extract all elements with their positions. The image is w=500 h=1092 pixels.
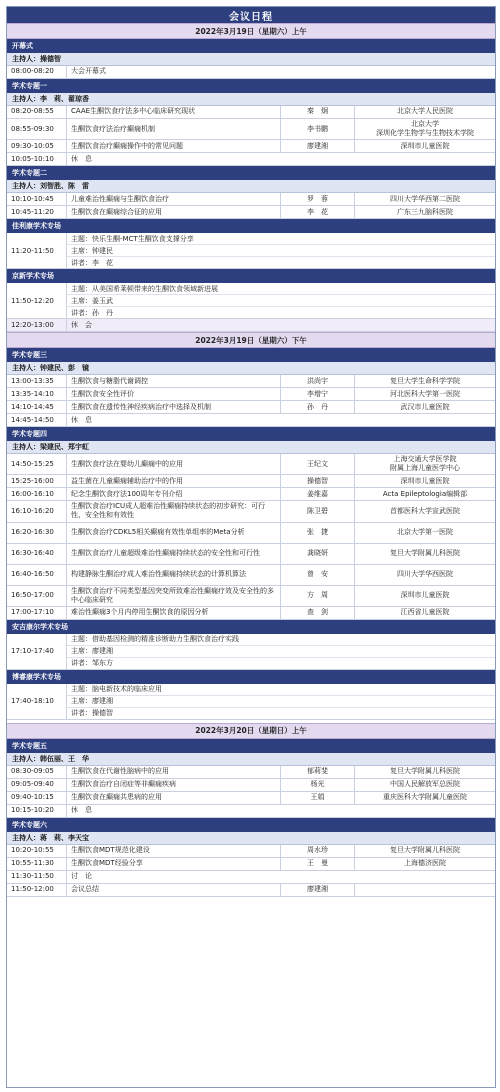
schedule-row	[7, 475, 495, 488]
time-cell: 13:00-13:35	[7, 375, 67, 387]
session-host: 主持人：韩伍丽、王 华	[7, 753, 495, 766]
affiliation-cell: 复旦大学生命科学学院	[390, 376, 460, 385]
schedule-row	[7, 193, 495, 206]
sponsored-block	[7, 233, 495, 269]
time-cell: 14:45-14:50	[7, 414, 67, 426]
schedule-row	[7, 766, 495, 779]
time-cell: 10:05-10:10	[7, 153, 67, 165]
speaker-cell: 操德智	[281, 475, 355, 487]
time-cell: 10:15-10:20	[7, 805, 67, 817]
affiliation-cell: 四川大学华西第二医院	[390, 194, 460, 203]
topic-cell: 生酮饮食安全性评价	[67, 388, 281, 400]
sponsored-block	[7, 684, 495, 720]
time-cell: 11:50-12:20	[7, 283, 67, 318]
affiliation-cell: 北京大学 深圳化学生物学与生物技术学院	[376, 120, 474, 138]
affiliation-cell: 首都医科大学宣武医院	[390, 506, 460, 515]
schedule-row	[7, 544, 495, 565]
section-title: 京新学术专场	[7, 269, 495, 283]
topic-cell: 纪念生酮饮食疗法100周年专刊介绍	[67, 488, 281, 500]
speaker-cell: 张 捷	[281, 523, 355, 543]
schedule-row	[7, 106, 495, 119]
sponsored-line: 讲者：孙 丹	[71, 308, 113, 317]
schedule-row	[7, 119, 495, 140]
speaker-cell: 周水珍	[281, 845, 355, 857]
affiliation-cell: 江西省儿童医院	[400, 608, 450, 617]
topic-cell: 生酮饮食治疗自闭症等非癫痫疾病	[67, 779, 281, 791]
session-host: 主持人：蒋 莉、李天宝	[7, 832, 495, 845]
time-cell: 13:35-14:10	[7, 388, 67, 400]
time-cell: 16:20-16:30	[7, 523, 67, 543]
day-header: 2022年3月20日（星期日）上午	[7, 723, 495, 739]
schedule-row	[7, 607, 495, 620]
topic-cell: CAAE生酮饮食疗法多中心临床研究现状	[67, 106, 281, 118]
time-cell: 14:10-14:45	[7, 401, 67, 413]
speaker-cell: 杨光	[281, 779, 355, 791]
sponsored-line: 讲者：操德智	[71, 709, 113, 718]
day-header: 2022年3月19日（星期六）下午	[7, 332, 495, 348]
affiliation-cell: 上海德济医院	[404, 859, 446, 868]
topic-cell: 生酮饮食在癫痫综合征的应用	[67, 206, 281, 218]
time-cell: 10:20-10:55	[7, 845, 67, 857]
topic-cell: 休 息	[71, 154, 92, 163]
section-title: 安吉康尔学术专场	[7, 620, 495, 634]
speaker-cell: 李 花	[281, 206, 355, 218]
time-cell: 14:50-15:25	[7, 454, 67, 474]
schedule-row	[7, 454, 495, 475]
sponsored-line: 主席：廖建湘	[67, 646, 495, 658]
topic-cell: 休 会	[71, 320, 92, 329]
section-title: 开幕式	[7, 39, 495, 53]
schedule-row	[7, 66, 495, 79]
speaker-cell: 郁莉斐	[281, 766, 355, 778]
section-title: 学术专题三	[7, 348, 495, 362]
topic-cell: 难治性癫痫3个月内停用生酮饮食的原因分析	[67, 607, 281, 619]
time-cell: 16:10-16:20	[7, 501, 67, 521]
schedule-row	[7, 375, 495, 388]
time-cell: 17:10-17:40	[7, 634, 67, 669]
affiliation-cell: 复旦大学附属儿科医院	[390, 767, 460, 776]
section-title: 学术专题二	[7, 166, 495, 180]
affiliation-cell: 北京大学第一医院	[397, 528, 453, 537]
time-cell: 08:00-08:20	[7, 66, 67, 78]
time-cell: 09:30-10:05	[7, 140, 67, 152]
topic-cell: 生酮饮食治疗CDKL5相关癫痫有效性单组率的Meta分析	[67, 523, 281, 543]
topic-cell: 生酮饮食MDT经验分享	[67, 858, 281, 870]
schedule-row	[7, 523, 495, 544]
schedule-row	[7, 884, 495, 897]
topic-cell: 生酮饮食疗法治疗癫痫机制	[67, 119, 281, 139]
schedule-row	[7, 871, 495, 884]
time-cell: 16:40-16:50	[7, 565, 67, 585]
topic-cell: 生酮饮食在癫痫共患病的应用	[67, 792, 281, 804]
affiliation-cell: 重庆医科大学附属儿童医院	[383, 793, 467, 802]
sponsored-block	[7, 283, 495, 319]
time-cell: 12:20-13:00	[7, 319, 67, 331]
schedule-row	[7, 414, 495, 427]
speaker-cell: 方 周	[281, 586, 355, 606]
section-title: 学术专题五	[7, 739, 495, 753]
affiliation-cell: Acta Epileptologia编辑部	[382, 489, 468, 498]
section-title: 学术专题六	[7, 818, 495, 832]
affiliation-cell: 深圳市儿童医院	[400, 141, 450, 150]
time-cell: 17:00-17:10	[7, 607, 67, 619]
schedule-row	[7, 319, 495, 332]
topic-cell: 大会开幕式	[71, 67, 106, 76]
page-title: 会议日程	[7, 7, 495, 23]
time-cell: 17:40-18:10	[7, 684, 67, 719]
topic-cell: 生酮饮食治疗不同类型基因突变所致难治性癫痫疗效及安全性的多中心临床研究	[67, 586, 281, 606]
time-cell: 08:20-08:55	[7, 106, 67, 118]
schedule-row	[7, 586, 495, 607]
affiliation-cell: 河北医科大学第一医院	[390, 389, 460, 398]
session-host: 主持人：李 莉、翟琼香	[7, 93, 495, 106]
schedule-row	[7, 153, 495, 166]
schedule-row	[7, 401, 495, 414]
topic-cell: 休 息	[71, 806, 92, 815]
session-host: 主持人：梁建民、郑宇虹	[7, 441, 495, 454]
schedule-row	[7, 858, 495, 871]
topic-cell: 生酮饮食在遗传性神经疾病治疗中选择及机制	[67, 401, 281, 413]
section-title: 博睿康学术专场	[7, 670, 495, 684]
day-header: 2022年3月19日（星期六）上午	[7, 23, 495, 39]
sponsored-block	[7, 634, 495, 670]
time-cell: 08:30-09:05	[7, 766, 67, 778]
sponsored-line: 主题：脑电新技术的临床应用	[67, 684, 495, 696]
time-cell: 11:50-12:00	[7, 884, 67, 896]
topic-cell: 生酮饮食治疗ICU成人超难治性癫痫持续状态的初步研究：可行性、安全性和有效性	[67, 501, 281, 521]
speaker-cell: 龚晓妍	[281, 544, 355, 564]
schedule-row	[7, 779, 495, 792]
affiliation-cell: 武汉市儿童医院	[400, 402, 450, 411]
session-host: 主持人：钟建民、彭 镜	[7, 362, 495, 375]
schedule-row	[7, 792, 495, 805]
affiliation-cell: 中国人民解放军总医院	[390, 780, 460, 789]
time-cell: 15:25-16:00	[7, 475, 67, 487]
schedule-row	[7, 388, 495, 401]
section-title: 佳利康学术专场	[7, 219, 495, 233]
topic-cell: 生酮饮食治疗儿童超级难治性癫痫持续状态的安全性和可行性	[67, 544, 281, 564]
schedule-row	[7, 488, 495, 501]
topic-cell: 生酮饮食疗法在婴幼儿癫痫中的应用	[67, 454, 281, 474]
affiliation-cell: 四川大学华西医院	[397, 570, 453, 579]
speaker-cell: 王娟	[281, 792, 355, 804]
schedule-row	[7, 845, 495, 858]
time-cell: 08:55-09:30	[7, 119, 67, 139]
speaker-cell: 查 剑	[281, 607, 355, 619]
time-cell: 16:00-16:10	[7, 488, 67, 500]
time-cell: 11:20-11:50	[7, 233, 67, 268]
sponsored-line: 讲者：邹东方	[71, 659, 113, 668]
speaker-cell: 李书鹏	[281, 119, 355, 139]
time-cell: 09:05-09:40	[7, 779, 67, 791]
speaker-cell: 廖建湘	[281, 140, 355, 152]
time-cell: 09:40-10:15	[7, 792, 67, 804]
schedule-row	[7, 206, 495, 219]
speaker-cell: 罗 蓉	[281, 193, 355, 205]
topic-cell: 生酮饮食治疗癫痫操作中的常见问题	[67, 140, 281, 152]
topic-cell: 讨 论	[71, 872, 92, 881]
time-cell: 11:30-11:50	[7, 871, 67, 883]
schedule-row	[7, 140, 495, 153]
sponsored-line: 主题：从美国希莱顿带来的生酮饮食领域新进展	[67, 283, 495, 295]
time-cell: 10:45-11:20	[7, 206, 67, 218]
speaker-cell: 廖建湘	[281, 884, 355, 896]
section-title: 学术专题四	[7, 427, 495, 441]
affiliation-cell: 深圳市儿童医院	[400, 476, 450, 485]
session-host: 主持人：操德智	[7, 53, 495, 66]
schedule-row	[7, 501, 495, 522]
topic-cell: 益生菌在儿童癫痫辅助治疗中的作用	[67, 475, 281, 487]
session-host: 主持人：刘智胜、陈 雷	[7, 180, 495, 193]
affiliation-cell: 复旦大学附属儿科医院	[390, 846, 460, 855]
time-cell: 16:30-16:40	[7, 544, 67, 564]
sponsored-line: 主席：钟建民	[67, 245, 495, 257]
speaker-cell: 王纪文	[281, 454, 355, 474]
affiliation-cell: 上海交通大学医学院 附属上海儿童医学中心	[390, 455, 460, 473]
topic-cell: 生酮饮食MDT规范化建设	[67, 845, 281, 857]
section-title: 学术专题一	[7, 79, 495, 93]
speaker-cell: 李增宁	[281, 388, 355, 400]
sponsored-line: 主题：借助基因检测的精准诊断助力生酮饮食治疗实践	[67, 634, 495, 646]
time-cell: 10:55-11:30	[7, 858, 67, 870]
schedule-row	[7, 805, 495, 818]
affiliation-cell: 广东三九脑科医院	[397, 207, 453, 216]
topic-cell: 生酮饮食在代谢性脑病中的应用	[67, 766, 281, 778]
topic-cell: 生酮饮食与糖脂代谢调控	[67, 375, 281, 387]
affiliation-cell: 复旦大学附属儿科医院	[390, 549, 460, 558]
speaker-cell: 曾 安	[281, 565, 355, 585]
speaker-cell: 洪尚宇	[281, 375, 355, 387]
sponsored-line: 主席：廖建湘	[67, 696, 495, 708]
speaker-cell: 孙 丹	[281, 401, 355, 413]
speaker-cell: 陈卫碧	[281, 501, 355, 521]
time-cell: 10:10-10:45	[7, 193, 67, 205]
time-cell: 16:50-17:00	[7, 586, 67, 606]
schedule-table	[6, 6, 496, 1088]
topic-cell: 儿童难治性癫痫与生酮饮食治疗	[67, 193, 281, 205]
speaker-cell: 姜维嘉	[281, 488, 355, 500]
schedule-row	[7, 565, 495, 586]
sponsored-line: 讲者：李 花	[71, 258, 113, 267]
topic-cell: 休 息	[71, 415, 92, 424]
topic-cell: 会议总结	[67, 884, 281, 896]
speaker-cell: 王 曼	[281, 858, 355, 870]
speaker-cell: 秦 炯	[281, 106, 355, 118]
sponsored-line: 主席：姜玉武	[67, 295, 495, 307]
sponsored-line: 主题：快乐生酮-MCT生酮饮食支撑分享	[67, 233, 495, 245]
topic-cell: 构建静脉生酮治疗成人难治性癫痫持续状态的计算机算法	[67, 565, 281, 585]
affiliation-cell	[355, 884, 495, 896]
affiliation-cell: 深圳市儿童医院	[400, 591, 450, 600]
affiliation-cell: 北京大学人民医院	[397, 107, 453, 116]
